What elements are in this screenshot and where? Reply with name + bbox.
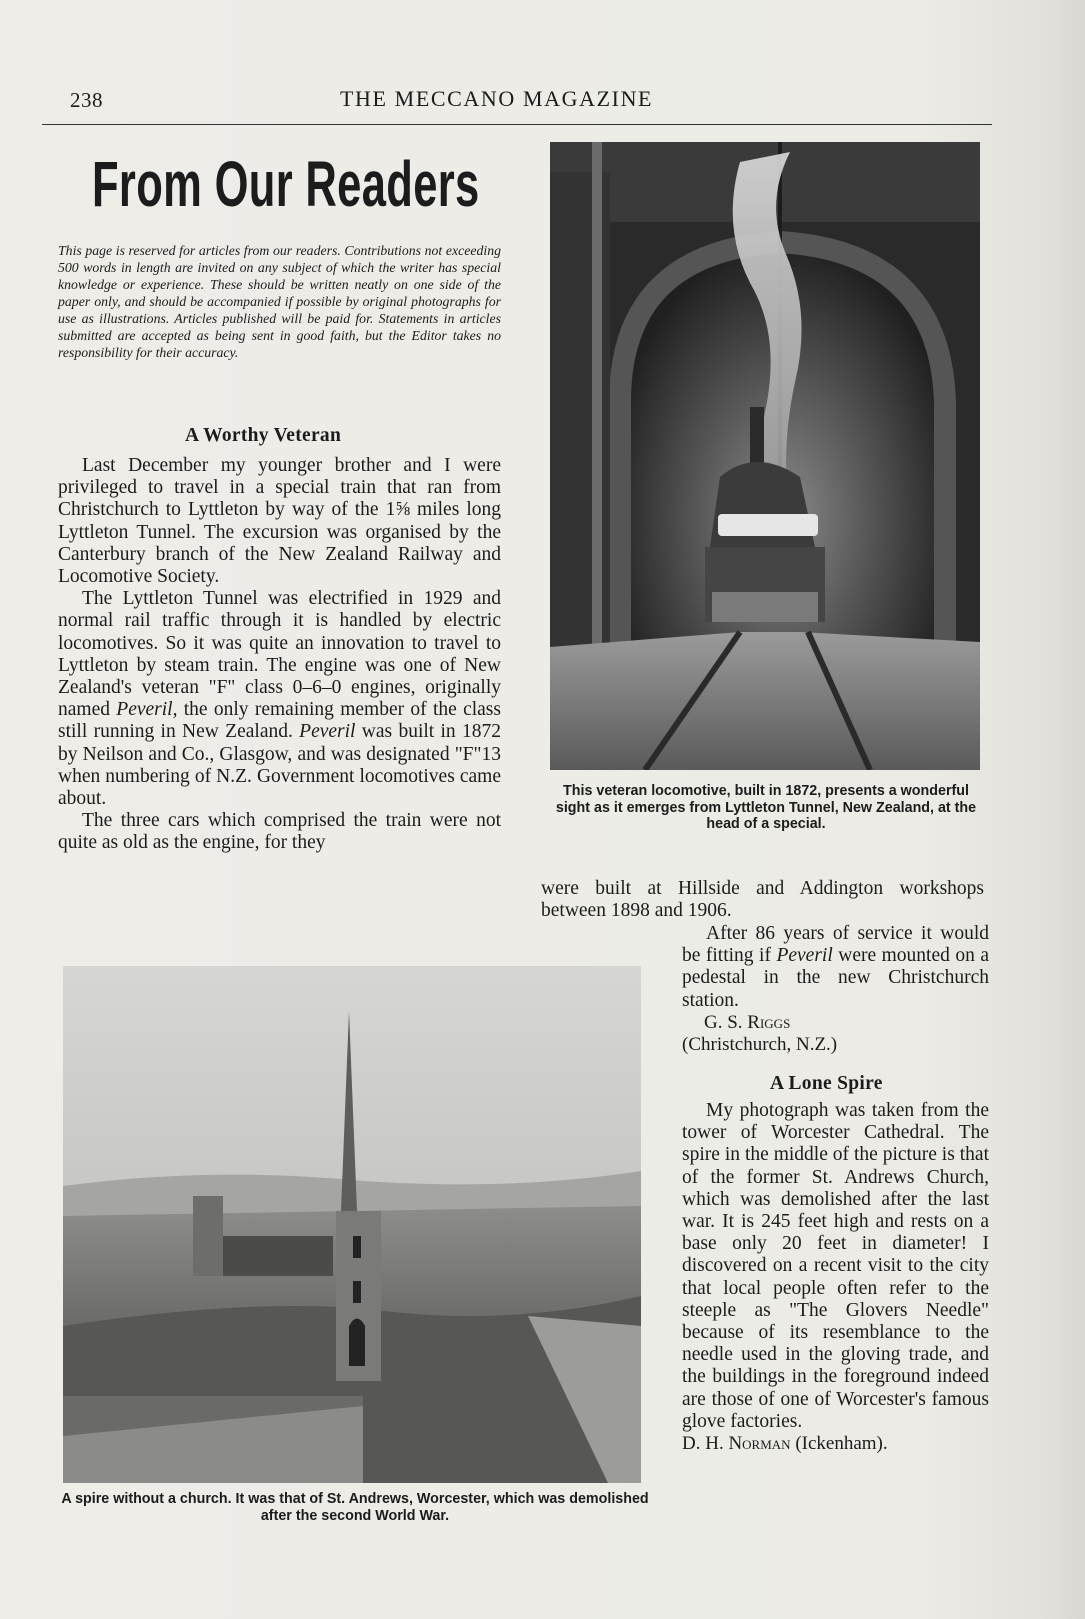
- article1-paragraph-3a: The three cars which comprised the train were not quite as old as the engine, for they: [58, 810, 501, 854]
- p2-text-a: The Lyttleton Tunnel was electrified in 1929 and normal rail traffic through it is handled by electric locomotives. So it was quite an innovation to travel to Lyttleton by steam train. The engine was one of New Zealand's veteran "F" class 0–6–0 engines, originally named: [58, 588, 501, 721]
- locomotive-photo: [550, 142, 980, 770]
- article1-column-3: [682, 923, 989, 1056]
- p2-text-c: was built in 1872 by Neilson and Co., Glasgow, and was designated "F"13 when numbering of N.Z. Government locomotives came about.: [58, 721, 502, 810]
- spire-photo-image: [63, 966, 641, 1483]
- locomotive-photo-caption: This veteran locomotive, built in 1872, presents a wonderful sight as it emerges from Lyttleton Tunnel, New Zealand, at the head of a special.: [555, 783, 977, 832]
- header-rule: [42, 124, 992, 125]
- engine-name: Peveril: [116, 699, 173, 721]
- article1-location: (Christchurch, N.Z.): [682, 1034, 838, 1056]
- article1-paragraph-4: [682, 923, 989, 1012]
- spire-photo: [63, 966, 641, 1483]
- feature-intro: This page is reserved for articles from our readers. Contributions not exceeding 500 words in length are invited on any subject of which the writer has special knowledge or experience. These should be written neatly on one side of the paper only, and should be accompanied if possible by original photographs for use as illustrations. Articles published will be paid for. Statements in articles submitted are accepted as being sent in good faith, but the Editor takes no responsibility for their accuracy.: [58, 243, 501, 360]
- article2-column: [682, 1100, 989, 1455]
- article2-body: My photograph was taken from the tower of Worcester Cathedral. The spire in the middle of the picture is that of the former St. Andrews Church, which was demolished after the last war. It is 245 feet high and rests on a base only 20 feet in diameter! I discovered on a recent visit to the city that local people often refer to the steeple as "The Glovers Needle" because of its resemblance to the needle used in the gloving trade, and the buildings in the foreground indeed are those of one of Worcester's famous glove factories.: [682, 1100, 989, 1432]
- article2-signature: [682, 1433, 989, 1455]
- p2-text-b: , the only remaining member of the class still running in New Zealand.: [58, 699, 501, 743]
- engine-name: Peveril: [776, 945, 833, 967]
- p4-text-a: After 86 years of service it would be fitting if: [682, 923, 989, 967]
- article1-column-1: [58, 455, 501, 855]
- feature-title: From Our Readers: [92, 148, 480, 220]
- p4-text-b: were mounted on a pedestal in the new Christchurch station.: [682, 945, 989, 1011]
- magazine-title: THE MECCANO MAGAZINE: [340, 86, 654, 111]
- article1-paragraph-2: [58, 588, 501, 810]
- article1-author: G. S. Riggs: [704, 1011, 791, 1033]
- engine-name: Peveril: [299, 721, 356, 743]
- article2-location: (Ickenham).: [795, 1433, 888, 1455]
- article1-column-2: [541, 878, 984, 922]
- page-number: 238: [70, 88, 103, 112]
- article2-author: D. H. Norman: [682, 1433, 791, 1455]
- spire-photo-caption: A spire without a church. It was that of St. Andrews, Worcester, which was demolished after the second World War.: [61, 1491, 649, 1524]
- article1-paragraph-3b: were built at Hillside and Addington workshops between 1898 and 1906.: [541, 878, 984, 922]
- article1-paragraph-1: Last December my younger brother and I were privileged to travel in a special train that ran from Christchurch to Lyttleton by way of the 1⅝ miles long Lyttleton Tunnel. The excursion was organised by the Canterbury branch of the New Zealand Railway and Locomotive Society.: [58, 455, 501, 588]
- article-heading-worthy-veteran: A Worthy Veteran: [185, 425, 342, 446]
- locomotive-photo-image: [550, 142, 980, 770]
- article-heading-lone-spire: A Lone Spire: [770, 1073, 883, 1094]
